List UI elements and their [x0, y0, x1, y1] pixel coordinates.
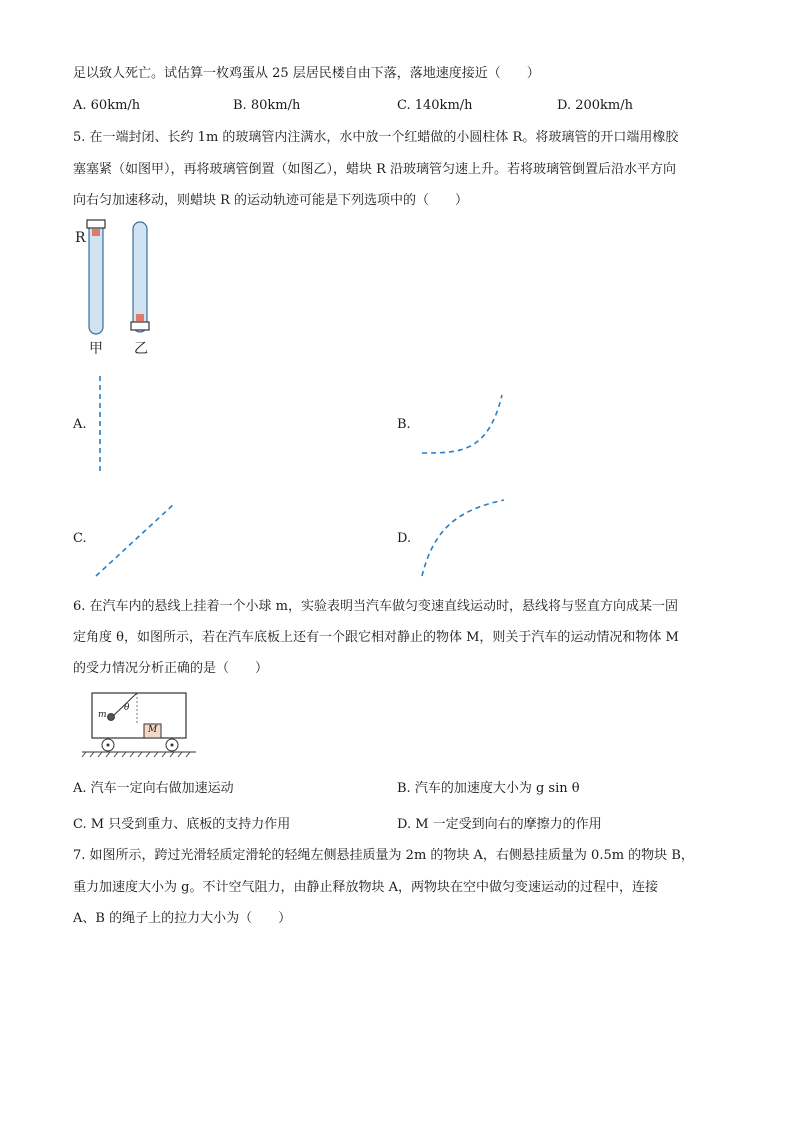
tube-jia-wax: [92, 229, 100, 236]
q4-option-b: B. 80km/h: [233, 98, 301, 113]
q6-option-a: A. 汽车一定向右做加速运动: [73, 781, 234, 796]
label-yi: 乙: [134, 341, 148, 357]
q7-stem-line-1: 7. 如图所示，跨过光滑轻质定滑轮的轻绳左侧悬挂质量为 2m 的物块 A，右侧悬挂质量为 0.5m 的物块 B，: [73, 848, 694, 863]
ball-m: [108, 714, 115, 721]
q7-stem-line-3: A、B 的绳子上的拉力大小为（ ）: [73, 911, 292, 926]
label-r: R: [75, 230, 86, 246]
tube-yi-wax: [136, 314, 144, 321]
tube-jia: [89, 222, 103, 334]
q6-option-c: C. M 只受到重力、底板的支持力作用: [73, 817, 291, 832]
q6-stem-line-2: 定角度 θ，如图所示，若在汽车底板上还有一个跟它相对静止的物体 M，则关于汽车的运动情况和物体 M: [73, 630, 679, 645]
q5-option-b: B.: [397, 417, 411, 432]
trajectory-b: [420, 393, 510, 458]
trajectory-a: [90, 375, 110, 475]
q4-option-c: C. 140km/h: [397, 98, 473, 113]
tube-jia-stopper: [87, 220, 105, 228]
q5-option-c: C.: [73, 531, 87, 546]
q4-option-d: D. 200km/h: [557, 98, 633, 113]
q4-option-a: A. 60km/h: [73, 98, 141, 113]
q5-stem-line-3: 向右匀加速移动，则蜡块 R 的运动轨迹可能是下列选项中的（ ）: [73, 193, 469, 208]
trajectory-c: [94, 502, 176, 578]
label-theta: θ: [124, 703, 130, 713]
q6-option-b: B. 汽车的加速度大小为 g sin θ: [397, 781, 580, 796]
q6-stem-line-1: 6. 在汽车内的悬线上挂着一个小球 m，实验表明当汽车做匀变速直线运动时，悬线将与竖直方向成某一固: [73, 599, 678, 614]
trajectory-d: [418, 498, 508, 580]
q5-stem-line-1: 5. 在一端封闭、长约 1m 的玻璃管内注满水，水中放一个红蜡做的小圆柱体 R。将玻璃管的开口端用橡胶: [73, 130, 679, 145]
q5-stem-line-2: 塞塞紧（如图甲），再将玻璃管倒置（如图乙），蜡块 R 沿玻璃管匀速上升。若将玻璃管倒置后沿水平方向: [73, 162, 677, 177]
q6-option-d: D. M 一定受到向右的摩擦力的作用: [397, 817, 602, 832]
label-m: m: [98, 710, 107, 720]
q4-stem-line: 足以致人死亡。试估算一枚鸡蛋从 25 层居民楼自由下落，落地速度接近（ ）: [73, 66, 540, 81]
q6-stem-line-3: 的受力情况分析正确的是（ ）: [73, 661, 269, 676]
q5-option-d: D.: [397, 531, 412, 546]
q5-option-a: A.: [73, 417, 87, 432]
q7-stem-line-2: 重力加速度大小为 g。不计空气阻力，由静止释放物块 A，两物块在空中做匀变速运动的过程中，连接: [73, 880, 658, 895]
tube-yi-stopper: [131, 322, 149, 330]
label-M: M: [148, 725, 158, 735]
q6-car-figure: [80, 690, 200, 760]
label-jia: 甲: [89, 341, 103, 357]
